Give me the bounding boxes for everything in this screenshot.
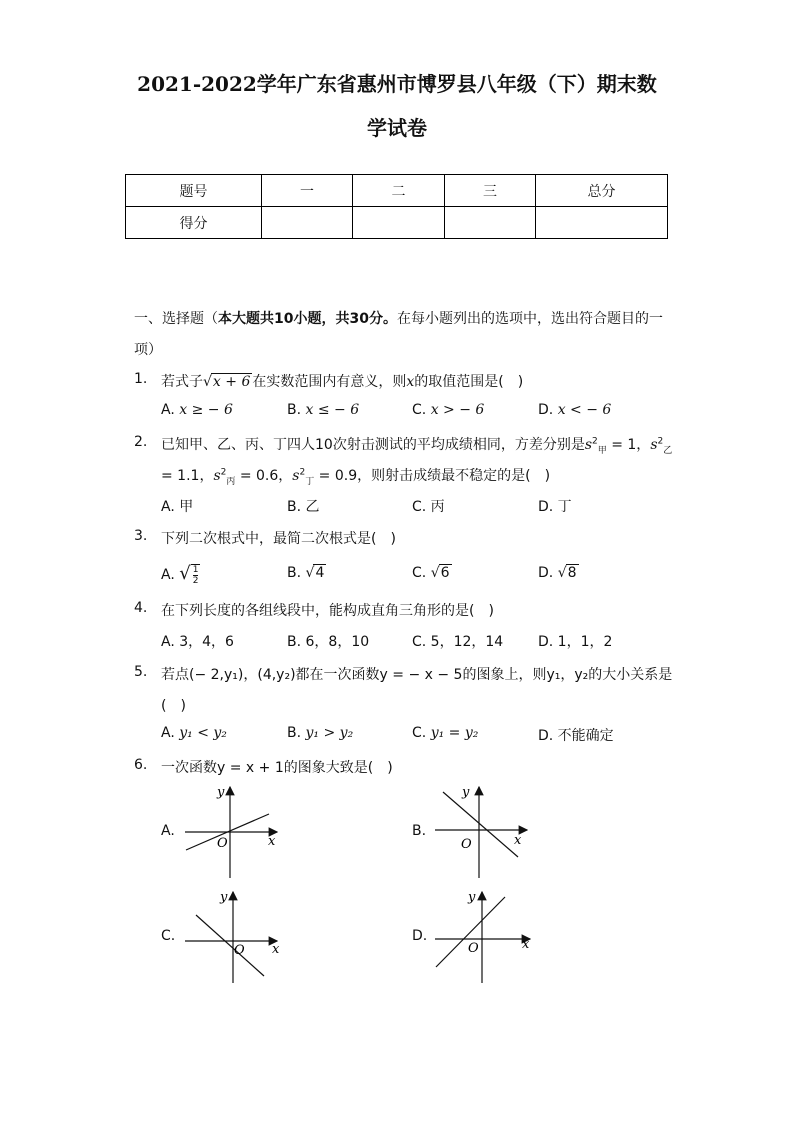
sqrt-sign: √ [430,565,440,581]
q2-option-c[interactable]: C. 丙 [412,499,445,515]
sub-yi: 乙 [663,445,673,456]
q6-option-a[interactable]: A. [161,823,175,839]
option-math: x > − 6 [430,402,485,418]
y-label: y [468,890,476,905]
q2-line2-c: = 0.9，则射击成绩最不稳定的是( ) [314,468,551,484]
q1-radicand: x + 6 [212,374,251,390]
score-input-cell[interactable] [536,207,668,239]
header-cell: 三 [445,175,536,207]
section-prefix: 一、选择题（ [134,311,218,327]
q6-graph-c [180,885,290,985]
variance-s: s [213,468,221,484]
option-math: y₁ = y₂ [430,725,479,741]
option-math: x ≥ − 6 [179,402,233,418]
sub-jia: 甲 [597,445,607,456]
q3-stem: 下列二次根式中，最简二次根式是( ) [161,531,396,547]
q2-eq-jia: = 1， [606,437,651,453]
option-letter: D. [538,565,558,581]
q4-option-c[interactable]: C. 5，12，14 [412,634,504,650]
section-heading [134,308,663,328]
title-line-1: 2021-2022学年广东省惠州市博罗县八年级（下）期末数 [137,72,657,96]
q1-post: 的取值范围是( ) [414,374,524,390]
q5-stem-line-2: ( ) [161,698,186,714]
q3-option-d[interactable] [538,564,579,581]
q5-number: 5. [134,664,148,680]
option-math: x ≤ − 6 [305,402,360,418]
x-label: x [272,942,280,957]
q6-option-d[interactable]: D. [412,928,428,944]
score-input-cell[interactable] [445,207,536,239]
q2-option-a[interactable]: A. 甲 [161,499,194,515]
origin-label: O [234,943,245,958]
q6-graph-a [180,780,290,880]
sqrt-sign: √ [557,565,567,581]
header-cell: 题号 [126,175,262,207]
function-line [443,792,518,857]
score-table-header-row [126,175,668,207]
variance-s: s [292,468,300,484]
q5-option-c[interactable] [412,725,478,741]
section-suffix: 在每小题列出的选项中，选出符合题目的一 [396,311,663,327]
section-bold-text: 本大题共10小题，共30分。 [218,311,397,327]
q2-stem-line-2 [161,465,550,487]
score-input-cell[interactable] [353,207,445,239]
sup-2: 2 [657,436,664,447]
q6-option-b[interactable]: B. [412,823,427,839]
q1-option-b[interactable] [287,402,359,418]
q4-option-d[interactable]: D. 1，1，2 [538,634,613,650]
section-heading-line-2: 项） [134,342,162,358]
q3-option-a[interactable] [161,563,200,586]
variance-s: s [650,437,658,453]
sub-bing: 丙 [226,476,236,487]
q6-graph-d [430,885,540,985]
radicand: 4 [315,565,325,581]
sqrt-sign: √ [179,563,191,584]
q3-fraction [191,564,201,586]
q3-option-c[interactable] [412,564,452,581]
option-letter: C. [412,725,431,741]
fraction-numerator: 1 [192,565,199,575]
score-input-cell[interactable] [262,207,353,239]
q1-mid: 在实数范围内有意义，则 [252,374,407,390]
header-cell: 总分 [536,175,668,207]
q1-var: x [406,374,415,390]
q1-option-d[interactable] [538,402,611,418]
q1-option-c[interactable] [412,402,484,418]
q3-option-b[interactable] [287,564,326,581]
q5-option-a[interactable] [161,725,227,741]
q6-stem: 一次函数y = x + 1的图象大致是( ) [161,760,393,776]
q1-pre: 若式子 [161,374,203,390]
title-line-2: 学试卷 [367,116,427,140]
q2-number: 2. [134,434,148,450]
fraction-denominator: 2 [192,576,199,586]
q4-number: 4. [134,600,148,616]
option-letter: B. [287,725,306,741]
q2-option-b[interactable]: B. 乙 [287,499,320,515]
option-letter: D. [538,402,558,418]
score-table-score-row [126,207,668,239]
radicand: 8 [567,565,577,581]
option-letter: A. [161,567,180,583]
origin-label: O [217,836,228,851]
q1-option-a[interactable] [161,402,233,418]
option-letter: A. [161,402,180,418]
option-letter: C. [412,565,431,581]
q6-option-c[interactable]: C. [161,928,176,944]
x-label: x [268,834,276,849]
option-letter: C. [412,402,431,418]
sup-2: 2 [220,467,227,478]
y-label: y [462,785,470,800]
sup-2: 2 [592,436,598,447]
origin-label: O [468,941,479,956]
q4-option-b[interactable]: B. 6，8，10 [287,634,370,650]
score-table [125,174,668,239]
q5-option-d[interactable]: D. 不能确定 [538,728,614,744]
sqrt-sign: √ [203,374,212,390]
q1-stem [161,371,523,391]
y-label: y [220,890,228,905]
header-cell: 二 [353,175,445,207]
q2-stem-line-1 [161,434,672,456]
q1-number: 1. [134,371,148,387]
option-math: y₁ < y₂ [179,725,227,741]
y-label: y [217,785,225,800]
option-math: y₁ > y₂ [305,725,354,741]
q5-option-b[interactable] [287,725,353,741]
option-letter: B. [287,565,306,581]
q4-stem: 在下列长度的各组线段中，能构成直角三角形的是( ) [161,603,494,619]
header-cell: 一 [262,175,353,207]
q4-option-a[interactable]: A. 3，4，6 [161,634,234,650]
sub-ding: 丁 [305,476,315,487]
function-line [436,897,505,967]
q3-number: 3. [134,528,148,544]
q2-line1-text: 已知甲、乙、丙、丁四人10次射击测试的平均成绩相同，方差分别是 [161,437,585,453]
option-letter: B. [287,402,306,418]
q5-stem-line-1: 若点(− 2,y₁)，(4,y₂)都在一次函数y = − x − 5的图象上，则y₁，y₂的大小关系是 [161,667,673,683]
variance-s: s [584,437,593,453]
sqrt-sign: √ [305,565,315,581]
option-math: x < − 6 [557,402,612,418]
x-label: x [514,833,522,848]
radicand: 6 [440,565,450,581]
row-label-cell: 得分 [126,207,262,239]
q2-line2-b: = 0.6， [235,468,293,484]
sup-2: 2 [299,467,306,478]
q2-line2-a: = 1.1， [161,468,214,484]
q6-graph-b [430,780,540,880]
origin-label: O [461,837,472,852]
function-line [196,915,264,976]
x-label: x [522,937,530,952]
q2-option-d[interactable]: D. 丁 [538,499,572,515]
q6-number: 6. [134,757,148,773]
option-letter: A. [161,725,180,741]
